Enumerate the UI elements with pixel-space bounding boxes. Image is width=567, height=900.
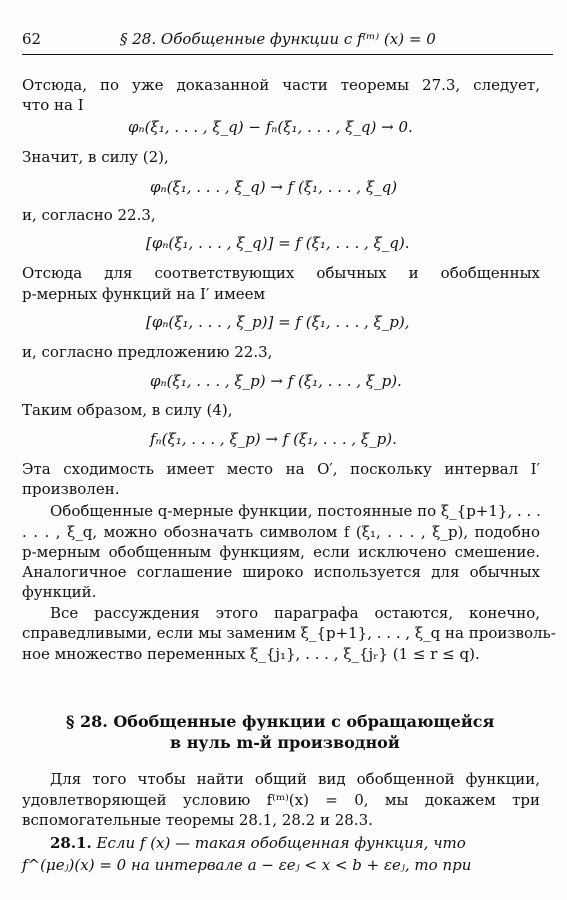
text-line: и, согласно предложению 22.3, xyxy=(22,343,273,361)
text-line: ное множество переменных ξ_{j₁}, . . . , ξ_{jᵣ} (1 ≤ r ≤ q). xyxy=(22,645,480,663)
text-line: Отсюда для соответствующих обычных и обобщенных xyxy=(22,264,540,282)
text-line: Аналогичное соглашение широко используется для обычных xyxy=(22,563,540,581)
page-number: 62 xyxy=(22,30,42,48)
theorem-number: 28.1. xyxy=(50,834,92,852)
text-line: Эта сходимость имеет место на O′, поскольку интервал I′ xyxy=(22,460,540,478)
text-line: вспомогательные теоремы 28.1, 28.2 и 28.3. xyxy=(22,811,373,829)
text-line: Обобщенные q-мерные функции, постоянные по ξ_{p+1}, . . . xyxy=(50,502,541,520)
text-line: Для того чтобы найти общий вид обобщенной функции, xyxy=(50,770,540,788)
theorem-text: Если f (x) — такая обобщенная функция, что xyxy=(96,834,466,852)
text-line: справедливыми, если мы заменим ξ_{p+1}, . . . , ξ_q на произволь- xyxy=(22,624,556,642)
formula: φₙ(ξ₁, . . . , ξ_q) − fₙ(ξ₁, . . . , ξ_q) → 0. xyxy=(128,118,413,136)
running-title: § 28. Обобщенные функции с f⁽ᵐ⁾ (x) = 0 xyxy=(120,30,436,48)
text-line: и, согласно 22.3, xyxy=(22,206,156,224)
text-line: Все рассуждения этого параграфа остаются, конечно, xyxy=(50,604,540,622)
text-line: Таким образом, в силу (4), xyxy=(22,401,233,419)
formula: [φₙ(ξ₁, . . . , ξ_q)] = f (ξ₁, . . . , ξ_q). xyxy=(146,234,410,252)
theorem-line xyxy=(50,834,466,852)
formula: φₙ(ξ₁, . . . , ξ_q) → f (ξ₁, . . . , ξ_q) xyxy=(150,178,398,196)
text-line: Отсюда, по уже доказанной части теоремы 27.3, следует, xyxy=(22,76,540,94)
section-title: в нуль m-й производной xyxy=(170,733,400,752)
text-line: удовлетворяющей условию f⁽ᵐ⁾(x) = 0, мы докажем три xyxy=(22,791,540,809)
text-line: произволен. xyxy=(22,480,120,498)
text-line: Значит, в силу (2), xyxy=(22,148,169,166)
page-header xyxy=(22,28,553,55)
text-line: p-мерных функций на I′ имеем xyxy=(22,285,266,303)
formula: φₙ(ξ₁, . . . , ξ_p) → f (ξ₁, . . . , ξ_p). xyxy=(150,372,402,390)
formula: fₙ(ξ₁, . . . , ξ_p) → f (ξ₁, . . . , ξ_p). xyxy=(150,430,397,448)
text-line: . . . , ξ_q, можно обозначать символом f (ξ₁, . . . , ξ_p), подобно xyxy=(22,523,540,541)
text-line: что на I xyxy=(22,96,84,114)
formula: [φₙ(ξ₁, . . . , ξ_p)] = f (ξ₁, . . . , ξ_p), xyxy=(146,313,410,331)
section-title: § 28. Обобщенные функции с обращающейся xyxy=(66,712,495,731)
theorem-text: f^(μeⱼ)(x) = 0 на интервале a − εeⱼ < x < b + εeⱼ, то при xyxy=(22,856,472,874)
text-line: p-мерным обобщенным функциям, если исключено смешение. xyxy=(22,543,540,561)
text-line: функций. xyxy=(22,583,97,601)
